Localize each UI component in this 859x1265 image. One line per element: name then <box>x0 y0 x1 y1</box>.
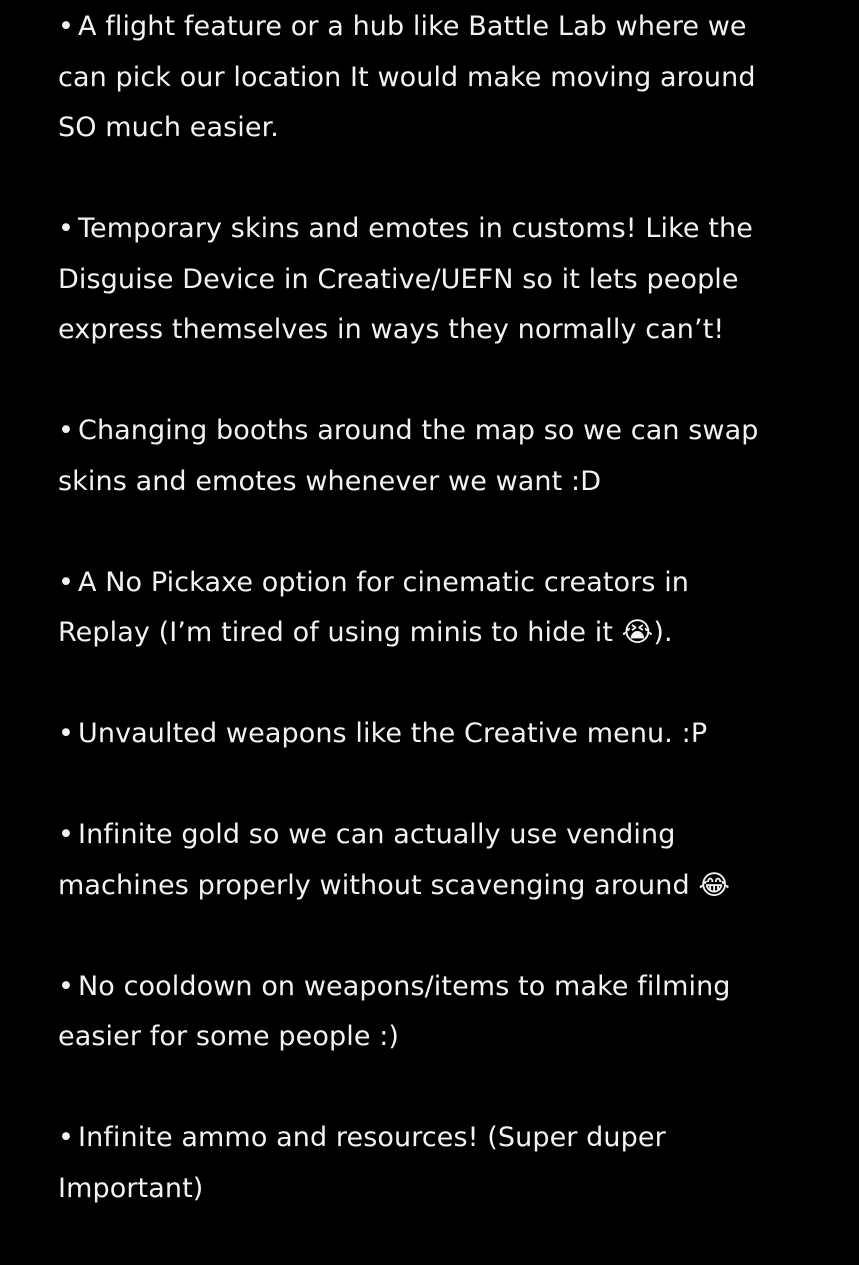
list-item-line: SO much easier. <box>58 112 279 143</box>
list-item-line <box>58 558 838 609</box>
bullet-point: • <box>58 566 75 598</box>
bullet-point: • <box>58 415 75 446</box>
list-item-line <box>58 2 838 53</box>
list-item-text: Infinite ammo and resources! (Super duper <box>78 1122 666 1153</box>
list-item-line: machines properly without scavenging around 😂 <box>58 869 731 901</box>
list-item-text: A flight feature or a hub like Battle Lab where we <box>78 11 747 42</box>
list-item-infinite-ammo <box>58 1113 838 1214</box>
list-item-text: Changing booths around the map so we can swap <box>78 415 759 446</box>
list-item-line: Disguise Device in Creative/UEFN so it lets people <box>58 263 739 295</box>
list-item-text: Infinite gold so we can actually use vending <box>78 819 676 850</box>
list-item-line <box>58 406 838 457</box>
list-item-flight-feature <box>58 2 838 154</box>
list-item-text: No cooldown on weapons/items to make filming <box>78 970 731 1002</box>
bullet-point: • <box>58 819 75 850</box>
list-item-line <box>58 709 838 760</box>
list-item-line <box>58 204 838 255</box>
bullet-point: • <box>58 718 75 749</box>
bullet-point: • <box>58 970 75 1002</box>
bullet-point: • <box>58 11 75 42</box>
bullet-point: • <box>58 1122 75 1153</box>
list-item-line <box>58 1113 838 1164</box>
bullet-point: • <box>58 213 75 244</box>
list-item-infinite-gold <box>58 810 838 911</box>
note-body[interactable] <box>58 0 838 1265</box>
list-item-line <box>58 810 838 861</box>
list-item-line: skins and emotes whenever we want :D <box>58 465 602 497</box>
list-item-unvaulted-weapons <box>58 709 838 760</box>
list-item-line: can pick our location It would make moving around <box>58 61 756 93</box>
list-item-changing-booths <box>58 406 838 507</box>
list-item-line: Important) <box>58 1172 204 1204</box>
list-item-no-cooldown <box>58 962 838 1063</box>
list-item-line: express themselves in ways they normally can’t! <box>58 314 725 345</box>
list-item-line: easier for some people :) <box>58 1021 400 1052</box>
list-item-text: Temporary skins and emotes in customs! Like the <box>78 213 753 244</box>
list-item-no-pickaxe <box>58 558 838 659</box>
list-item-text: A No Pickaxe option for cinematic creators in <box>78 566 690 598</box>
list-item-temporary-skins <box>58 204 838 356</box>
list-item-line <box>58 962 838 1013</box>
list-item-text: Unvaulted weapons like the Creative menu. :P <box>78 718 708 749</box>
list-item-line: Replay (I’m tired of using minis to hide it 😭). <box>58 617 673 648</box>
